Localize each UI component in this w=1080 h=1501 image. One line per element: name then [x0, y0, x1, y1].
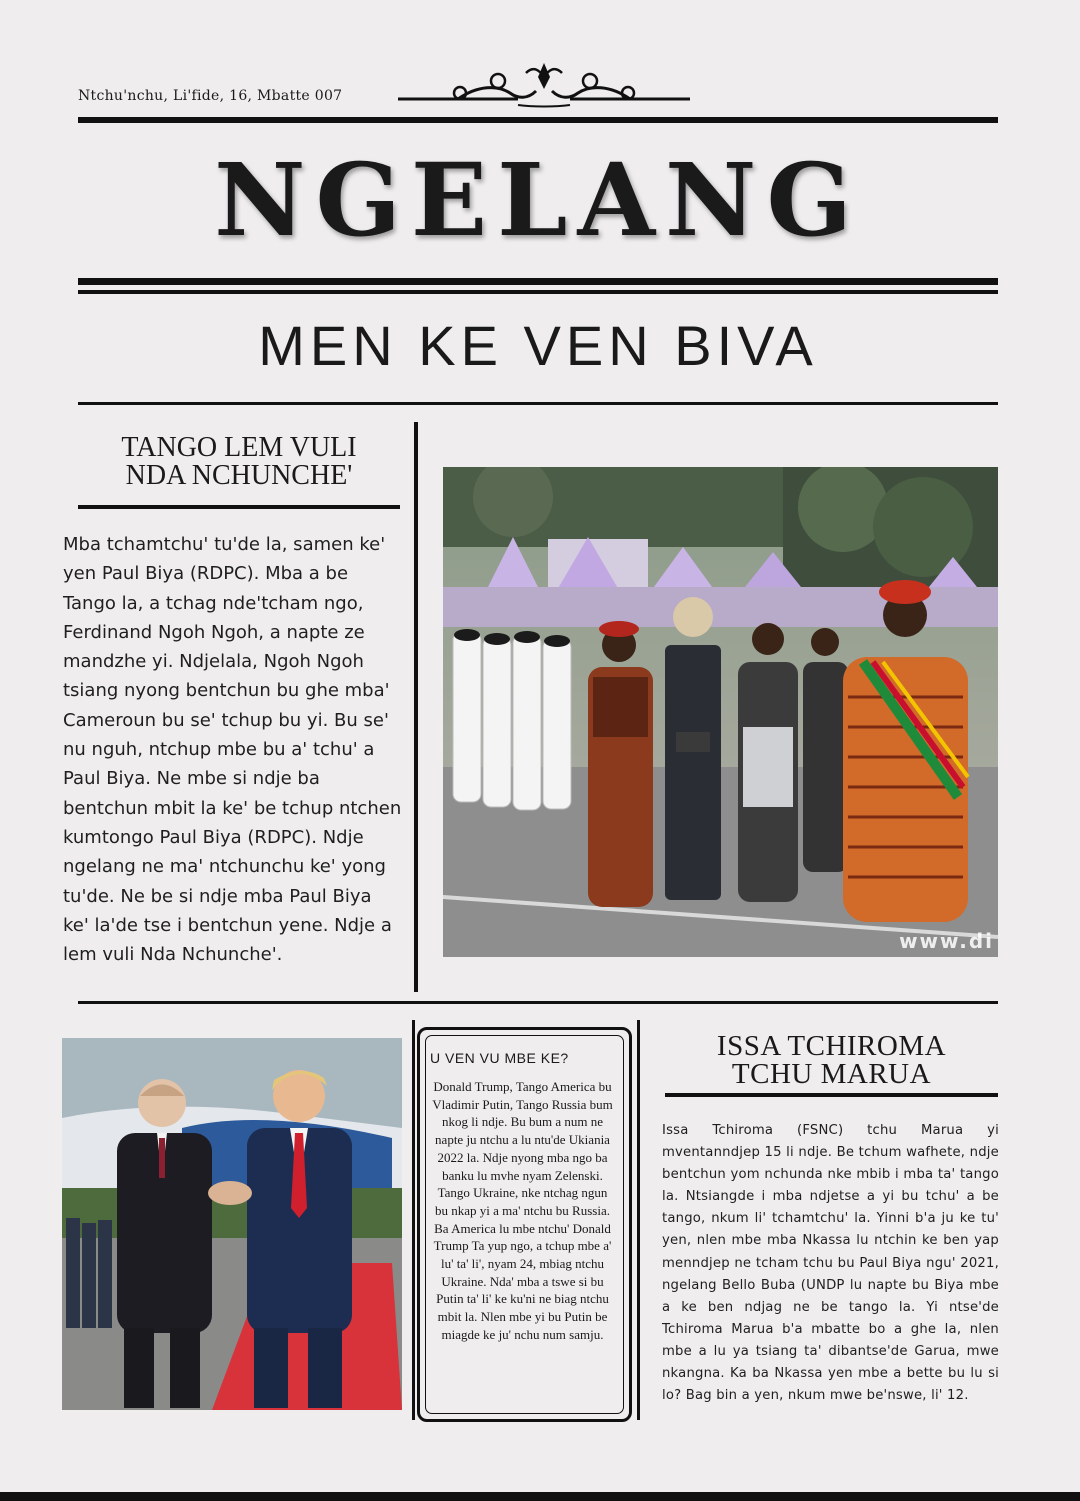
masthead: NGELANG: [214, 141, 862, 259]
article-right-body: Issa Tchiroma (FSNC) tchu Marua yi mventanndjep 15 li ndje. Be tchum wafhete, ndje bentchun yom nchunda nke mbib i mba ta' tango la. Ntsiangde i mba ndjetse a yi bu tchu' a be tango, nkum li' tchamtchu' la. Yinni b'a ju ke tu' yen, nlen mbe mba Nkassa lu ntchin ke ben yap menndjep ne tcham tchu bu Paul Biya ngu' 2021, ngelang Bello Buba (UNDP lu napte bu Biya mbe a ke ben ndjag ne be tango la. Yi ntse'de Tchiroma Marua b'a mbatte bo a ghe la, nlen mbe a lu ya tsiang ta' dibantse'de Garua, mwe nkangna. Ka ba Nkassa yen mbe a bette bu lu si lo? Bag bin a yen, nkum mwe be'nswe, li' 12.: [662, 1123, 999, 1404]
ceremony-photo: [443, 467, 998, 957]
column-divider-bottom-left: [412, 1020, 415, 1420]
article-left-title-line2: NDA NCHUNCHE': [125, 460, 353, 491]
bottom-rule: [0, 1492, 1080, 1501]
top-rule: [78, 117, 998, 123]
article-middle-body: Donald Trump, Tango America bu Vladimir Putin, Tango Russia bum nkog li ndje. Bu bum a num ne napte ju ntchu a lu ntu'de Ukiania 2022 la. Ndje nyong mba ngo ba banku lu mvhe nyam Zelenski. Tango Ukraine, nke ntchag ngun bu nkap yi a ma' ntchu bu Russia. Ba America lu mbe ntchu' Donald Trump Ta yup ngo, a tchup mbe a' lu' ta' li', nyam 24, mbiag ntchu Ukraine. Nda' mba a tswe si bu Putin ta' li' ke ku'ni ne biag ntchu mbit la. Nlen mbe yi bu Putin be miagde ke ju' nchu num samju.: [432, 1079, 613, 1342]
middle-rule: [78, 1001, 998, 1004]
article-right-title: [665, 1032, 998, 1088]
article-middle-box: [417, 1027, 632, 1422]
headline: MEN KE VEN BIVA: [258, 314, 818, 377]
article-middle-title: U VEN VU MBE KE?: [430, 1050, 569, 1066]
article-left-body: Mba tchamtchu' tu'de la, samen ke' yen Paul Biya (RDPC). Mba a be Tango la, a tchag nde'tcham ngo, Ferdinand Ngoh Ngoh, a napte ze mandzhe yi. Ndjelala, Ngoh Ngoh tsiang nyong bentchun bu ghe mba' Cameroun bu se' tchup bu yi. Bu se' nu nguh, ntchup mbe bu a' tchu' a Paul Biya. Ne mbe si ndje ba bentchun mbit la ke' be tchup ntchen kumtongo Paul Biya (RDPC). Ndje ngelang ne ma' ntchunchu ke' yong tu'de. Ne be si ndje mba Paul Biya ke' la'de tse i bentchun yene. Ndje a lem vuli Nda Nchunche'.: [63, 534, 402, 966]
article-left-title-rule: [78, 505, 400, 509]
article-right-title-line2: TCHU MARUA: [731, 1058, 932, 1090]
column-divider-top: [414, 422, 418, 992]
masthead-rule-bottom: [78, 290, 998, 294]
photo-watermark: www.di: [899, 929, 994, 953]
handshake-photo: [62, 1038, 402, 1410]
headline-rule: [78, 402, 998, 405]
dateline: Ntchu'nchu, Li'fide, 16, Mbatte 007: [78, 88, 343, 104]
masthead-rule-top: [78, 278, 998, 285]
ornament-flourish-icon: [398, 55, 690, 111]
article-left-title-line1: TANGO LEM VULI: [121, 432, 357, 463]
column-divider-bottom-right: [637, 1020, 640, 1420]
article-right-title-rule: [665, 1093, 998, 1097]
article-left-title: [78, 434, 400, 490]
article-right-title-line1: ISSA TCHIROMA: [716, 1030, 947, 1062]
